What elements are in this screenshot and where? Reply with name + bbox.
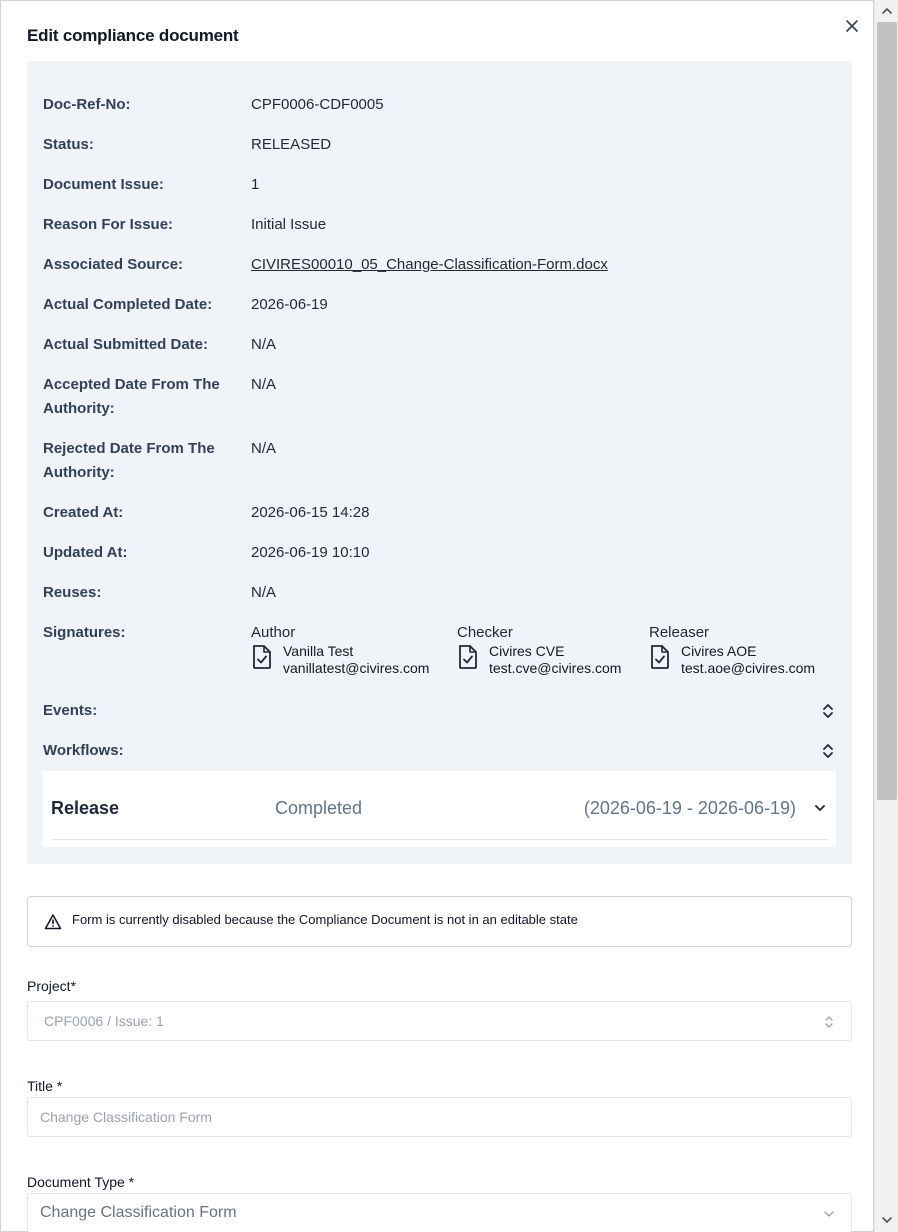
- detail-label: Actual Completed Date:: [43, 296, 213, 313]
- actual-submitted-date-value: N/A: [251, 336, 277, 353]
- chevron-up-down-icon[interactable]: [821, 701, 835, 721]
- detail-label: Accepted Date From The: [43, 376, 220, 393]
- chevron-up-down-icon: [823, 1014, 835, 1030]
- signature-role: Author: [251, 624, 296, 641]
- title-input[interactable]: [27, 1097, 852, 1137]
- scroll-up-arrow-icon[interactable]: [880, 4, 894, 18]
- signature-releaser: [649, 621, 816, 676]
- close-icon: [846, 20, 858, 32]
- signature-name: Civires CVE: [489, 643, 565, 659]
- detail-row-signatures: [43, 621, 843, 683]
- modal-title: Edit compliance document: [27, 26, 239, 45]
- signature-entry: [251, 643, 451, 679]
- document-type-select[interactable]: [27, 1193, 852, 1232]
- detail-label: Signatures:: [43, 624, 126, 641]
- signature-entry: [649, 643, 849, 679]
- reuses-value: N/A: [251, 584, 277, 601]
- disabled-form-alert: [27, 896, 852, 947]
- chevron-up-down-icon[interactable]: [821, 741, 835, 761]
- document-type-select-value: Change Classification Form: [40, 1204, 237, 1221]
- vertical-scrollbar[interactable]: [874, 0, 898, 1232]
- signature-author: [251, 621, 430, 676]
- detail-label: Doc-Ref-No:: [43, 96, 131, 113]
- chevron-down-icon: [823, 1206, 835, 1222]
- close-button[interactable]: [843, 17, 861, 35]
- scrollbar-thumb[interactable]: [877, 22, 897, 800]
- signature-checker: [457, 621, 622, 676]
- scroll-down-arrow-icon[interactable]: [880, 1213, 894, 1227]
- detail-label-continued: Authority:: [43, 400, 115, 417]
- updated-at-value: 2026-06-19 10:10: [251, 544, 370, 561]
- signature-name: Vanilla Test: [283, 643, 354, 659]
- detail-label: Actual Submitted Date:: [43, 336, 209, 353]
- signed-document-icon: [649, 644, 671, 670]
- actual-completed-date-value: 2026-06-19: [251, 296, 328, 313]
- detail-label: Updated At:: [43, 544, 128, 561]
- detail-label: Reuses:: [43, 584, 102, 601]
- title-input-value: Change Classification Form: [40, 1109, 212, 1125]
- events-label: Events:: [43, 702, 98, 719]
- signature-role: Checker: [457, 624, 513, 641]
- signature-role: Releaser: [649, 624, 710, 641]
- detail-label: Document Issue:: [43, 176, 164, 193]
- signature-email: test.cve@civires.com: [489, 660, 622, 676]
- project-label: Project*: [27, 978, 77, 994]
- workflow-dates: (2026-06-19 - 2026-06-19): [583, 798, 796, 818]
- detail-row-accepted-date: [43, 373, 843, 421]
- alert-message: Form is currently disabled because the Compliance Document is not in an editable state: [72, 912, 578, 927]
- accepted-date-value: N/A: [251, 376, 277, 393]
- signed-document-icon: [251, 644, 273, 670]
- reason-for-issue-value: Initial Issue: [251, 216, 327, 233]
- detail-label: Created At:: [43, 504, 124, 521]
- workflow-status: Completed: [275, 798, 363, 818]
- associated-source-link[interactable]: CIVIRES00010_05_Change-Classification-Form.docx: [251, 256, 608, 273]
- signed-document-icon: [457, 644, 479, 670]
- document-details-panel: [27, 61, 852, 864]
- detail-label: Reason For Issue:: [43, 216, 174, 233]
- workflow-item-release[interactable]: [43, 771, 836, 847]
- document-type-label: Document Type *: [27, 1174, 135, 1190]
- document-issue-value: 1: [251, 176, 260, 193]
- status-value: RELEASED: [251, 136, 332, 153]
- signature-name: Civires AOE: [681, 643, 757, 659]
- signature-entry: [457, 643, 657, 679]
- detail-label: Rejected Date From The: [43, 440, 215, 457]
- signature-email: test.aoe@civires.com: [681, 660, 816, 676]
- detail-label-continued: Authority:: [43, 464, 115, 481]
- workflow-name: Release: [51, 798, 120, 818]
- title-label: Title *: [27, 1078, 63, 1094]
- project-select-value: CPF0006 / Issue: 1: [44, 1013, 164, 1029]
- chevron-down-icon[interactable]: [813, 801, 827, 815]
- rejected-date-value: N/A: [251, 440, 277, 457]
- signature-email: vanillatest@civires.com: [283, 660, 430, 676]
- project-select[interactable]: [27, 1001, 852, 1041]
- divider: [51, 839, 828, 840]
- detail-label: Associated Source:: [43, 256, 184, 273]
- detail-row-rejected-date: [43, 437, 843, 485]
- created-at-value: 2026-06-15 14:28: [251, 504, 370, 521]
- workflows-label: Workflows:: [43, 742, 124, 759]
- warning-triangle-icon: [44, 913, 62, 931]
- detail-label: Status:: [43, 136, 94, 153]
- doc-ref-no-value: CPF0006-CDF0005: [251, 96, 384, 113]
